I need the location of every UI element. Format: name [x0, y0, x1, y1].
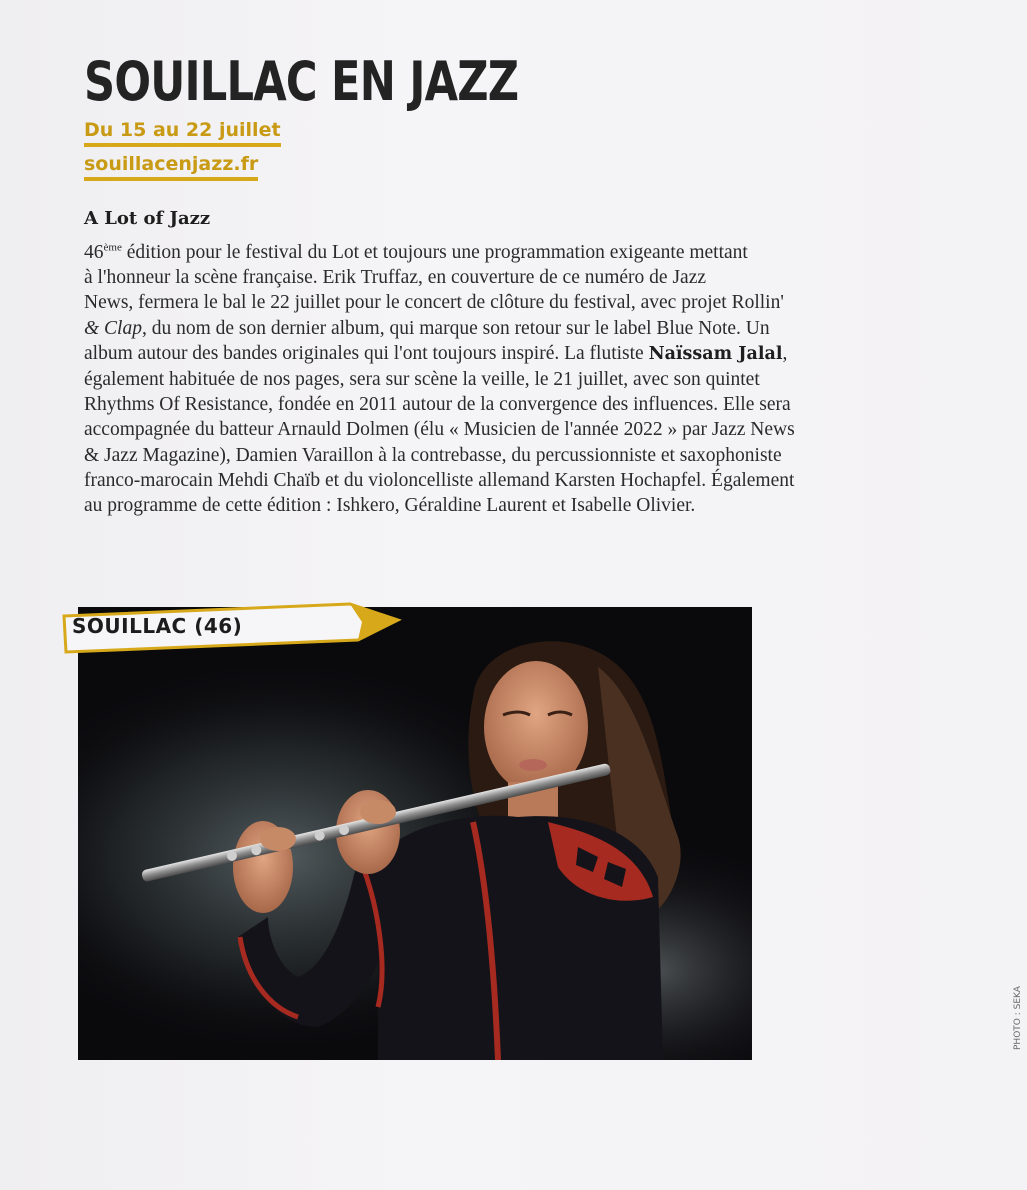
article-line	[84, 341, 984, 367]
article-line-text: ,	[782, 342, 788, 364]
concert-photo	[78, 607, 752, 1060]
article-line: News, fermera le bal le 22 juillet pour le concert de clôture du festival, avec projet Rollin'	[84, 292, 784, 314]
article-line: au programme de cette édition : Ishkero, Géraldine Laurent et Isabelle Olivier.	[84, 495, 696, 517]
article-line: accompagnée du batteur Arnauld Dolmen (élu « Musicien de l'année 2022 » par Jazz News	[84, 419, 795, 441]
article-line	[84, 316, 984, 341]
festival-dates: Du 15 au 22 juillet	[84, 119, 281, 147]
flutist-illustration	[78, 607, 752, 1060]
article-line-text: , du nom de son dernier album, qui marque son retour sur le label Blue Note. Un	[141, 317, 770, 339]
article-line: franco-marocain Mehdi Chaïb et du violoncelliste allemand Karsten Hochapfel. Également	[84, 469, 795, 491]
article-line-text: édition pour le festival du Lot et toujours une programmation exigeante mettant	[121, 242, 748, 263]
location-tag	[62, 600, 402, 656]
article-line-text: album autour des bandes originales qui l'ont toujours inspiré. La flutiste	[84, 342, 649, 364]
article-heading: A Lot of Jazz	[84, 208, 211, 229]
festival-website-link[interactable]: souillacenjazz.fr	[84, 153, 258, 181]
article-line: & Jazz Magazine), Damien Varaillon à la contrebasse, du percussionniste et saxophoniste	[84, 444, 782, 466]
artist-name: Naïssam Jalal	[648, 343, 783, 364]
article-line: Rhythms Of Resistance, fondée en 2011 autour de la convergence des influences. Elle sera	[84, 394, 791, 416]
article-line: à l'honneur la scène française. Erik Truffaz, en couverture de ce numéro de Jazz	[84, 267, 707, 289]
article-line	[84, 240, 984, 265]
festival-title: SOUILLAC EN JAZZ	[84, 50, 519, 113]
album-title: & Clap	[84, 317, 142, 339]
location-label: SOUILLAC (46)	[72, 614, 243, 638]
article-line: également habituée de nos pages, sera sur scène la veille, le 21 juillet, avec son quintet	[84, 369, 760, 391]
edition-suffix: ème	[103, 241, 122, 254]
photo-credit: PHOTO : SEKA	[1013, 986, 1023, 1050]
edition-number: 46	[84, 242, 104, 263]
article-body	[84, 240, 984, 518]
